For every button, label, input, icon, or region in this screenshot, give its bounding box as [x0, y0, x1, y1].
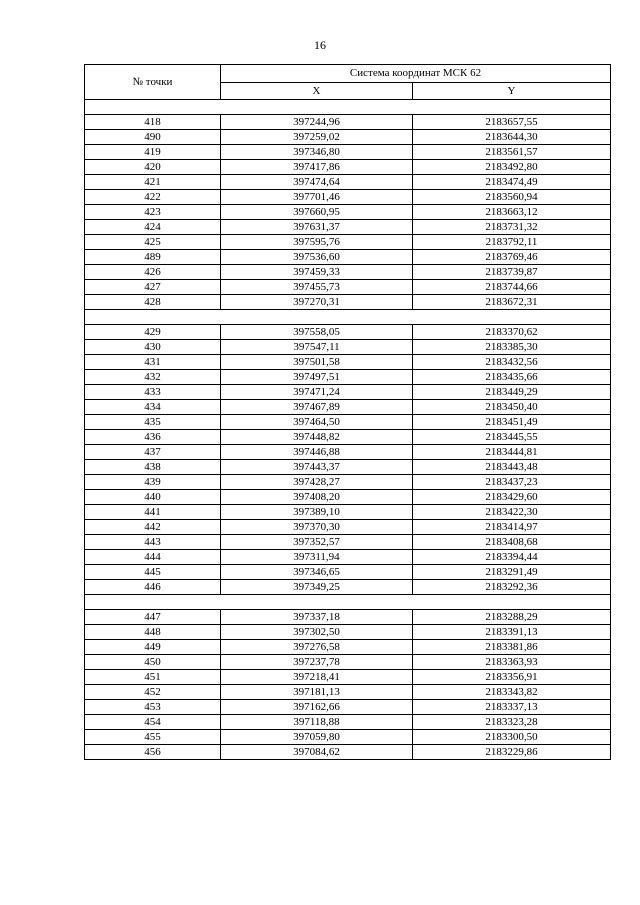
- table-row: [85, 220, 611, 235]
- x-coordinate-cell: 397311,94: [221, 550, 413, 565]
- y-coordinate-cell: 2183385,30: [413, 340, 611, 355]
- y-coordinate-cell: 2183560,94: [413, 190, 611, 205]
- point-number-cell: 434: [85, 400, 221, 415]
- y-coordinate-cell: 2183769,46: [413, 250, 611, 265]
- y-coordinate-cell: 2183492,80: [413, 160, 611, 175]
- point-number-cell: 444: [85, 550, 221, 565]
- section-separator-row: [85, 310, 611, 325]
- x-coordinate-cell: 397389,10: [221, 505, 413, 520]
- x-coordinate-cell: 397181,13: [221, 685, 413, 700]
- point-number-cell: 456: [85, 745, 221, 760]
- x-coordinate-cell: 397084,62: [221, 745, 413, 760]
- point-number-cell: 452: [85, 685, 221, 700]
- y-coordinate-cell: 2183422,30: [413, 505, 611, 520]
- x-coordinate-cell: 397459,33: [221, 265, 413, 280]
- point-number-cell: 427: [85, 280, 221, 295]
- y-coordinate-cell: 2183291,49: [413, 565, 611, 580]
- table-row: [85, 430, 611, 445]
- x-coordinate-cell: 397631,37: [221, 220, 413, 235]
- point-number-cell: 454: [85, 715, 221, 730]
- section-separator-row: [85, 595, 611, 610]
- y-coordinate-cell: 2183370,62: [413, 325, 611, 340]
- x-coordinate-cell: 397448,82: [221, 430, 413, 445]
- x-coordinate-cell: 397162,66: [221, 700, 413, 715]
- table-row: [85, 550, 611, 565]
- table-row: [85, 130, 611, 145]
- table-row: [85, 715, 611, 730]
- y-coordinate-cell: 2183288,29: [413, 610, 611, 625]
- x-coordinate-cell: 397558,05: [221, 325, 413, 340]
- x-coordinate-cell: 397408,20: [221, 490, 413, 505]
- point-number-cell: 433: [85, 385, 221, 400]
- table-row: [85, 250, 611, 265]
- y-coordinate-cell: 2183363,93: [413, 655, 611, 670]
- point-number-cell: 429: [85, 325, 221, 340]
- x-coordinate-cell: 397701,46: [221, 190, 413, 205]
- point-number-cell: 453: [85, 700, 221, 715]
- x-coordinate-cell: 397237,78: [221, 655, 413, 670]
- table-row: [85, 145, 611, 160]
- table-row: [85, 280, 611, 295]
- y-coordinate-cell: 2183663,12: [413, 205, 611, 220]
- table-row: [85, 235, 611, 250]
- x-coordinate-cell: 397270,31: [221, 295, 413, 310]
- table-row: [85, 505, 611, 520]
- section-separator-row: [85, 100, 611, 115]
- table-row: [85, 415, 611, 430]
- x-coordinate-cell: 397417,86: [221, 160, 413, 175]
- x-coordinate-cell: 397059,80: [221, 730, 413, 745]
- table-row: [85, 490, 611, 505]
- y-coordinate-cell: 2183445,55: [413, 430, 611, 445]
- table-row: [85, 370, 611, 385]
- x-coordinate-cell: 397352,57: [221, 535, 413, 550]
- x-coordinate-cell: 397276,58: [221, 640, 413, 655]
- column-header-x: X: [221, 82, 413, 100]
- point-number-cell: 431: [85, 355, 221, 370]
- point-number-cell: 442: [85, 520, 221, 535]
- point-number-cell: 448: [85, 625, 221, 640]
- x-coordinate-cell: 397118,88: [221, 715, 413, 730]
- y-coordinate-cell: 2183435,66: [413, 370, 611, 385]
- x-coordinate-cell: 397497,51: [221, 370, 413, 385]
- point-number-cell: 445: [85, 565, 221, 580]
- y-coordinate-cell: 2183356,91: [413, 670, 611, 685]
- y-coordinate-cell: 2183337,13: [413, 700, 611, 715]
- y-coordinate-cell: 2183644,30: [413, 130, 611, 145]
- table-header: [85, 65, 611, 100]
- point-number-cell: 440: [85, 490, 221, 505]
- y-coordinate-cell: 2183343,82: [413, 685, 611, 700]
- y-coordinate-cell: 2183739,87: [413, 265, 611, 280]
- table-row: [85, 340, 611, 355]
- point-number-cell: 447: [85, 610, 221, 625]
- section-separator-cell: [85, 595, 611, 610]
- x-coordinate-cell: 397547,11: [221, 340, 413, 355]
- y-coordinate-cell: 2183229,86: [413, 745, 611, 760]
- table-row: [85, 445, 611, 460]
- y-coordinate-cell: 2183381,86: [413, 640, 611, 655]
- table-row: [85, 745, 611, 760]
- point-number-cell: 446: [85, 580, 221, 595]
- point-number-cell: 419: [85, 145, 221, 160]
- x-coordinate-cell: 397244,96: [221, 115, 413, 130]
- x-coordinate-cell: 397443,37: [221, 460, 413, 475]
- x-coordinate-cell: 397595,76: [221, 235, 413, 250]
- y-coordinate-cell: 2183451,49: [413, 415, 611, 430]
- point-number-cell: 420: [85, 160, 221, 175]
- table-row: [85, 640, 611, 655]
- x-coordinate-cell: 397346,65: [221, 565, 413, 580]
- point-number-cell: 421: [85, 175, 221, 190]
- table-row: [85, 460, 611, 475]
- x-coordinate-cell: 397370,30: [221, 520, 413, 535]
- coordinate-system-header: Система координат МСК 62: [221, 65, 611, 83]
- point-number-cell: 425: [85, 235, 221, 250]
- y-coordinate-cell: 2183744,66: [413, 280, 611, 295]
- table-row: [85, 670, 611, 685]
- table-row: [85, 700, 611, 715]
- y-coordinate-cell: 2183429,60: [413, 490, 611, 505]
- x-coordinate-cell: 397455,73: [221, 280, 413, 295]
- table-row: [85, 175, 611, 190]
- column-header-point: № точки: [85, 65, 221, 100]
- y-coordinate-cell: 2183432,56: [413, 355, 611, 370]
- x-coordinate-cell: 397218,41: [221, 670, 413, 685]
- section-separator-cell: [85, 310, 611, 325]
- table-row: [85, 355, 611, 370]
- table-row: [85, 385, 611, 400]
- y-coordinate-cell: 2183292,36: [413, 580, 611, 595]
- y-coordinate-cell: 2183657,55: [413, 115, 611, 130]
- y-coordinate-cell: 2183300,50: [413, 730, 611, 745]
- x-coordinate-cell: 397471,24: [221, 385, 413, 400]
- point-number-cell: 432: [85, 370, 221, 385]
- x-coordinate-cell: 397536,60: [221, 250, 413, 265]
- table-body: [85, 100, 611, 760]
- table-row: [85, 115, 611, 130]
- table-row: [85, 625, 611, 640]
- y-coordinate-cell: 2183672,31: [413, 295, 611, 310]
- table-row: [85, 685, 611, 700]
- x-coordinate-cell: 397349,25: [221, 580, 413, 595]
- y-coordinate-cell: 2183394,44: [413, 550, 611, 565]
- x-coordinate-cell: 397501,58: [221, 355, 413, 370]
- y-coordinate-cell: 2183474,49: [413, 175, 611, 190]
- table-row: [85, 565, 611, 580]
- y-coordinate-cell: 2183444,81: [413, 445, 611, 460]
- point-number-cell: 424: [85, 220, 221, 235]
- table-row: [85, 265, 611, 280]
- point-number-cell: 450: [85, 655, 221, 670]
- point-number-cell: 430: [85, 340, 221, 355]
- y-coordinate-cell: 2183792,11: [413, 235, 611, 250]
- x-coordinate-cell: 397259,02: [221, 130, 413, 145]
- x-coordinate-cell: 397446,88: [221, 445, 413, 460]
- y-coordinate-cell: 2183408,68: [413, 535, 611, 550]
- table-row: [85, 655, 611, 670]
- table-row: [85, 325, 611, 340]
- y-coordinate-cell: 2183323,28: [413, 715, 611, 730]
- column-header-y: Y: [413, 82, 611, 100]
- y-coordinate-cell: 2183450,40: [413, 400, 611, 415]
- x-coordinate-cell: 397302,50: [221, 625, 413, 640]
- table-row: [85, 190, 611, 205]
- point-number-cell: 441: [85, 505, 221, 520]
- y-coordinate-cell: 2183414,97: [413, 520, 611, 535]
- y-coordinate-cell: 2183391,13: [413, 625, 611, 640]
- table-row: [85, 475, 611, 490]
- point-number-cell: 490: [85, 130, 221, 145]
- point-number-cell: 455: [85, 730, 221, 745]
- y-coordinate-cell: 2183561,57: [413, 145, 611, 160]
- table-row: [85, 535, 611, 550]
- point-number-cell: 451: [85, 670, 221, 685]
- table-row: [85, 730, 611, 745]
- x-coordinate-cell: 397467,89: [221, 400, 413, 415]
- point-number-cell: 422: [85, 190, 221, 205]
- x-coordinate-cell: 397346,80: [221, 145, 413, 160]
- point-number-cell: 443: [85, 535, 221, 550]
- x-coordinate-cell: 397474,64: [221, 175, 413, 190]
- x-coordinate-cell: 397464,50: [221, 415, 413, 430]
- point-number-cell: 437: [85, 445, 221, 460]
- point-number-cell: 428: [85, 295, 221, 310]
- point-number-cell: 418: [85, 115, 221, 130]
- table-row: [85, 295, 611, 310]
- y-coordinate-cell: 2183731,32: [413, 220, 611, 235]
- y-coordinate-cell: 2183443,48: [413, 460, 611, 475]
- x-coordinate-cell: 397660,95: [221, 205, 413, 220]
- point-number-cell: 438: [85, 460, 221, 475]
- x-coordinate-cell: 397428,27: [221, 475, 413, 490]
- table-row: [85, 520, 611, 535]
- point-number-cell: 435: [85, 415, 221, 430]
- point-number-cell: 436: [85, 430, 221, 445]
- point-number-cell: 439: [85, 475, 221, 490]
- x-coordinate-cell: 397337,18: [221, 610, 413, 625]
- table-row: [85, 580, 611, 595]
- table-row: [85, 400, 611, 415]
- point-number-cell: 423: [85, 205, 221, 220]
- coordinates-table: [84, 64, 611, 760]
- table-row: [85, 610, 611, 625]
- point-number-cell: 426: [85, 265, 221, 280]
- table-row: [85, 160, 611, 175]
- section-separator-cell: [85, 100, 611, 115]
- table-row: [85, 205, 611, 220]
- page-number: 16: [314, 38, 326, 52]
- y-coordinate-cell: 2183437,23: [413, 475, 611, 490]
- point-number-cell: 449: [85, 640, 221, 655]
- y-coordinate-cell: 2183449,29: [413, 385, 611, 400]
- point-number-cell: 489: [85, 250, 221, 265]
